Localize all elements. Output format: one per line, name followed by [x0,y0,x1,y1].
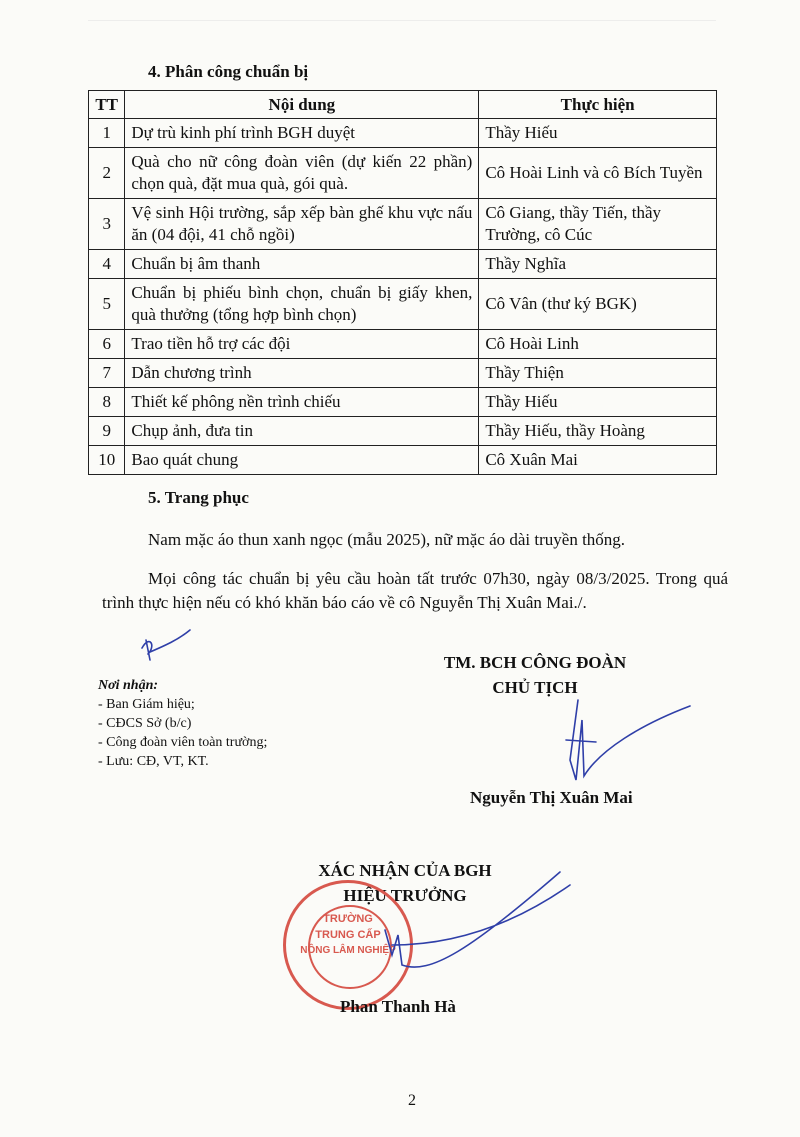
table-row [89,250,717,279]
table-row [89,417,717,446]
row-executor: Thầy Thiện [479,359,717,388]
row-content: Trao tiền hỗ trợ các đội [125,330,479,359]
recipients-label: Nơi nhận: [98,678,159,693]
section-5-title: 5. Trang phục [148,488,249,507]
previous-table-remnant [88,0,716,21]
recipient-item: - CĐCS Sở (b/c) [98,716,192,731]
stamp-text: NÔNG LÂM NGHIỆP [300,945,396,956]
union-signature-block [410,650,660,700]
table-row [89,119,717,148]
assignment-table [88,90,717,475]
header-tt: TT [89,91,125,119]
row-number: 9 [89,417,125,446]
union-signer-name: Nguyễn Thị Xuân Mai [470,788,633,807]
row-executor: Cô Vân (thư ký BGK) [479,279,717,330]
row-executor: Thầy Nghĩa [479,250,717,279]
table-row [89,330,717,359]
row-content: Chụp ảnh, đưa tin [125,417,479,446]
row-content: Quà cho nữ công đoàn viên (dự kiến 22 phần) chọn quà, đặt mua quà, gói quà. [125,148,479,199]
table-row [89,199,717,250]
row-executor: Thầy Hiếu, thầy Hoàng [479,417,717,446]
dress-code-text: Nam mặc áo thun xanh ngọc (mẫu 2025), nữ mặc áo dài truyền thống. [148,530,626,549]
section-4-title: 4. Phân công chuẩn bị [148,62,309,81]
row-content: Thiết kế phông nền trình chiếu [125,388,479,417]
header-exec: Thực hiện [479,91,717,119]
table-row [89,388,717,417]
union-sign-role: CHỦ TỊCH [492,678,578,697]
closing-paragraph: Mọi công tác chuẩn bị yêu cầu hoàn tất trước 07h30, ngày 08/3/2025. Trong quá trình thực hiện nếu có khó khăn báo cáo về cô Nguyễn Thị Xuân Mai./. [102,569,728,612]
union-signature [566,700,690,780]
row-content: Vệ sinh Hội trường, sắp xếp bàn ghế khu vực nấu ăn (04 đội, 41 chỗ ngồi) [125,199,479,250]
row-content: Dẫn chương trình [125,359,479,388]
table-header-row [89,91,717,119]
official-stamp [283,880,413,1010]
row-number: 1 [89,119,125,148]
table-row [89,279,717,330]
page-number: 2 [408,1092,416,1109]
row-executor: Thầy Hiếu [479,388,717,417]
row-number: 10 [89,446,125,475]
stamp-text: TRUNG CẤP [315,929,381,941]
recipient-item: - Công đoàn viên toàn trường; [98,735,268,750]
table-row [89,446,717,475]
row-content: Bao quát chung [125,446,479,475]
row-content: Dự trù kinh phí trình BGH duyệt [125,119,479,148]
row-number: 8 [89,388,125,417]
header-content: Nội dung [125,91,479,119]
row-executor: Cô Giang, thầy Tiến, thầy Trường, cô Cúc [479,199,717,250]
row-executor: Cô Hoài Linh và cô Bích Tuyền [479,148,717,199]
row-number: 4 [89,250,125,279]
stamp-text: TRƯỜNG [323,913,373,925]
row-content: Chuẩn bị phiếu bình chọn, chuẩn bị giấy khen, quà thưởng (tổng hợp bình chọn) [125,279,479,330]
row-number: 7 [89,359,125,388]
table-row [89,359,717,388]
row-number: 3 [89,199,125,250]
table-row [89,148,717,199]
row-number: 2 [89,148,125,199]
row-executor: Thầy Hiếu [479,119,717,148]
row-executor: Cô Hoài Linh [479,330,717,359]
row-content: Chuẩn bị âm thanh [125,250,479,279]
row-number: 6 [89,330,125,359]
recipient-item: - Lưu: CĐ, VT, KT. [98,754,209,769]
board-sign-role: HIỆU TRƯỞNG [343,886,467,905]
initial-mark [142,630,190,660]
row-number: 5 [89,279,125,330]
union-sign-title: TM. BCH CÔNG ĐOÀN [443,653,627,672]
recipients-list [98,676,267,771]
row-executor: Cô Xuân Mai [479,446,717,475]
board-signer-name: Phan Thanh Hà [340,997,456,1016]
board-sign-title: XÁC NHẬN CỦA BGH [318,861,492,880]
recipient-item: - Ban Giám hiệu; [98,697,195,712]
